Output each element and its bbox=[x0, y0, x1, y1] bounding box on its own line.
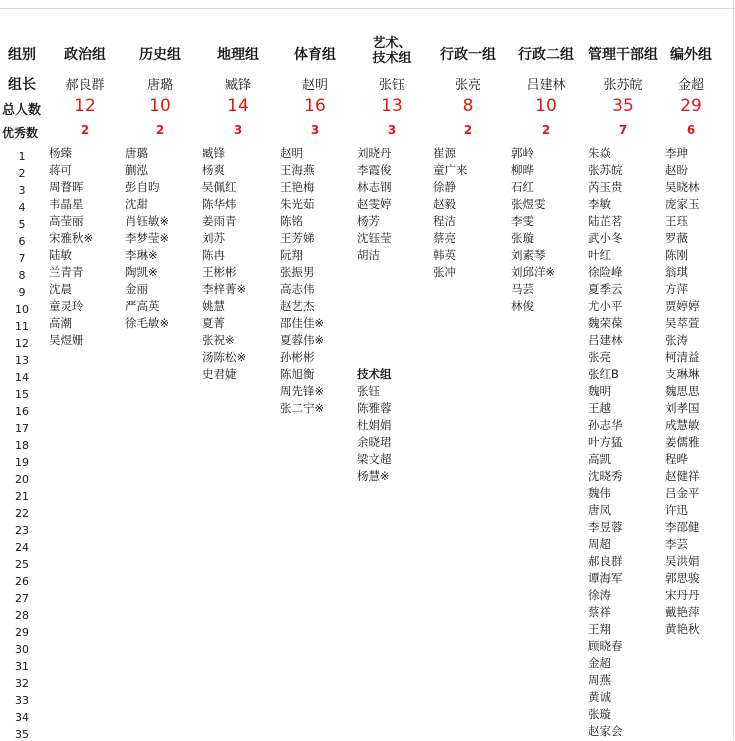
group-leader: 臧锋 bbox=[224, 78, 251, 93]
member-name: 陈旭衡 bbox=[280, 367, 315, 381]
group-total: 35 bbox=[612, 96, 634, 116]
group-leader: 唐璐 bbox=[146, 78, 173, 93]
member-name: 贾婷婷 bbox=[665, 299, 700, 313]
row-number: 26 bbox=[15, 575, 29, 588]
group-name: 体育组 bbox=[294, 47, 336, 63]
row-number: 30 bbox=[15, 643, 29, 656]
member-name: 高志伟 bbox=[280, 282, 315, 296]
row-number: 4 bbox=[18, 201, 26, 214]
member-name: 张苏皖 bbox=[588, 163, 623, 177]
member-name: 戴艳萍 bbox=[665, 605, 700, 619]
member-name: 叶方猛 bbox=[588, 435, 623, 449]
member-name: 程洁 bbox=[433, 214, 456, 228]
group-excellent: 3 bbox=[233, 123, 243, 137]
member-name: 赵雯婷 bbox=[357, 197, 392, 211]
member-name: 张亮 bbox=[588, 350, 611, 364]
row-number: 11 bbox=[15, 320, 29, 333]
group-total: 14 bbox=[227, 96, 249, 116]
group-name: 管理干部组 bbox=[588, 47, 658, 63]
member-name: 姚慧 bbox=[202, 299, 225, 313]
total-label: 总人数 bbox=[2, 103, 42, 118]
group-label: 组别 bbox=[8, 47, 36, 63]
member-name: 黄艳秋 bbox=[665, 622, 700, 636]
member-name: 王海燕 bbox=[280, 163, 315, 177]
member-name: 张璇 bbox=[588, 707, 611, 721]
row-number: 31 bbox=[15, 660, 29, 673]
row-number: 28 bbox=[15, 609, 29, 622]
member-name: 邵佳佳※ bbox=[280, 316, 325, 330]
member-name: 李敏 bbox=[588, 197, 611, 211]
member-name: 刘晓丹 bbox=[357, 146, 392, 160]
member-name: 魏伟 bbox=[588, 486, 611, 500]
member-name: 赵盼 bbox=[665, 163, 688, 177]
member-name: 高凯 bbox=[588, 452, 611, 466]
group-leader: 张亮 bbox=[454, 78, 481, 93]
member-name: 支琳琳 bbox=[665, 367, 700, 381]
member-name: 陆敏 bbox=[49, 248, 72, 262]
member-name: 夏蓉伟※ bbox=[280, 333, 325, 347]
member-name: 王珏 bbox=[665, 214, 688, 228]
row-number: 5 bbox=[18, 218, 26, 231]
member-name: 李梓菁※ bbox=[202, 282, 247, 296]
member-name: 张红B bbox=[588, 367, 619, 381]
member-name: 郭岭 bbox=[511, 146, 534, 160]
member-name: 徐静 bbox=[433, 180, 456, 194]
member-name: 赵家会 bbox=[588, 724, 623, 738]
group-leader: 金超 bbox=[677, 78, 704, 93]
member-name: 马芸 bbox=[511, 282, 534, 296]
member-name: 陈铭 bbox=[280, 214, 303, 228]
member-name: 吴晓林 bbox=[665, 180, 700, 194]
member-name: 魏思思 bbox=[665, 384, 700, 398]
group-leader: 郝良群 bbox=[65, 78, 105, 93]
member-name: 张冲 bbox=[433, 265, 456, 279]
member-name: 王翔 bbox=[588, 622, 611, 636]
member-name: 李霞俊 bbox=[357, 163, 392, 177]
member-name: 柳晔 bbox=[511, 163, 534, 177]
group-name: 政治组 bbox=[64, 47, 106, 63]
member-name: 李雯 bbox=[511, 214, 534, 228]
member-name: 王彬彬 bbox=[202, 265, 237, 279]
row-number: 6 bbox=[18, 235, 26, 248]
row-number: 17 bbox=[15, 422, 29, 435]
member-name: 张璇 bbox=[511, 231, 534, 245]
member-name: 徐涛 bbox=[588, 588, 611, 602]
member-name: 汤陈松※ bbox=[202, 350, 247, 364]
member-name: 赵明 bbox=[280, 146, 303, 160]
member-name: 赵毅 bbox=[433, 197, 456, 211]
member-name: 朱光茹 bbox=[280, 197, 315, 211]
group-total: 29 bbox=[680, 96, 702, 116]
member-name: 杨慧※ bbox=[357, 469, 390, 483]
member-name: 陶凯※ bbox=[125, 265, 158, 279]
member-name: 金超 bbox=[588, 656, 611, 670]
member-name: 李珅 bbox=[665, 146, 688, 160]
member-name: 赵艺杰 bbox=[280, 299, 315, 313]
member-name: 韩英 bbox=[433, 248, 456, 262]
member-name: 李梦莹※ bbox=[125, 231, 170, 245]
member-name: 王艳梅 bbox=[280, 180, 315, 194]
member-name: 尤小平 bbox=[588, 299, 623, 313]
member-name: 高莹丽 bbox=[49, 214, 84, 228]
row-number: 8 bbox=[18, 269, 26, 282]
row-number: 35 bbox=[15, 728, 29, 741]
member-name: 黄诚 bbox=[588, 690, 611, 704]
member-name: 芮玉贵 bbox=[588, 180, 623, 194]
member-name: 赵健祥 bbox=[665, 469, 700, 483]
member-name: 吴萃萱 bbox=[665, 316, 700, 330]
member-name: 夏菁 bbox=[202, 316, 225, 330]
member-name: 崔源 bbox=[433, 146, 456, 160]
member-name: 顾晓春 bbox=[588, 639, 623, 653]
group-leader: 张钰 bbox=[378, 78, 405, 93]
member-name: 严高英 bbox=[125, 299, 160, 313]
member-name: 程晔 bbox=[665, 452, 688, 466]
member-name: 兰青青 bbox=[49, 265, 84, 279]
member-name: 石红 bbox=[511, 180, 534, 194]
member-name: 沈钰莹 bbox=[357, 231, 392, 245]
group-name: 行政一组 bbox=[440, 47, 496, 63]
member-name: 魏荣葆 bbox=[588, 316, 623, 330]
leader-label: 组长 bbox=[8, 77, 36, 93]
group-name: 历史组 bbox=[139, 47, 181, 63]
member-name: 蔡亮 bbox=[433, 231, 456, 245]
member-name: 陈冉 bbox=[202, 248, 225, 262]
row-number: 29 bbox=[15, 626, 29, 639]
member-name: 庞家玉 bbox=[665, 197, 700, 211]
member-name: 杜娟娟 bbox=[357, 418, 392, 432]
group-excellent: 3 bbox=[310, 123, 320, 137]
member-name: 郝良群 bbox=[588, 554, 623, 568]
group-excellent: 2 bbox=[155, 123, 165, 137]
member-name: 肖钰敏※ bbox=[125, 214, 170, 228]
group-total: 12 bbox=[74, 96, 96, 116]
member-name: 蔡祥 bbox=[588, 605, 611, 619]
member-name: 吕金平 bbox=[665, 486, 700, 500]
member-name: 宋丹丹 bbox=[665, 588, 700, 602]
member-name: 谭海军 bbox=[588, 571, 623, 585]
group-leader: 赵明 bbox=[301, 78, 328, 93]
member-name: 童灵玲 bbox=[49, 299, 84, 313]
member-name: 张祝※ bbox=[202, 333, 235, 347]
member-name: 张煜雯 bbox=[511, 197, 546, 211]
group-excellent: 2 bbox=[463, 123, 473, 137]
member-name: 童广来 bbox=[433, 163, 468, 177]
member-name: 吕建林 bbox=[588, 333, 623, 347]
member-name: 武小冬 bbox=[588, 231, 623, 245]
member-name: 杨爽 bbox=[202, 163, 225, 177]
member-name: 刘苏 bbox=[202, 231, 225, 245]
group-excellent: 6 bbox=[686, 123, 696, 137]
subgroup-title: 技术组 bbox=[357, 367, 392, 381]
group-total: 16 bbox=[304, 96, 326, 116]
member-name: 彭自昀 bbox=[125, 180, 160, 194]
member-name: 陈华炜 bbox=[202, 197, 237, 211]
group-total: 10 bbox=[535, 96, 557, 116]
member-name: 李昱蓉 bbox=[588, 520, 623, 534]
member-name: 成慧敏 bbox=[665, 418, 700, 432]
row-number: 23 bbox=[15, 524, 29, 537]
member-name: 许迅 bbox=[665, 503, 688, 517]
top-gridline bbox=[0, 8, 735, 9]
member-name: 蒯泓 bbox=[125, 163, 148, 177]
member-name: 宋雅秋※ bbox=[49, 231, 94, 245]
member-name: 沈甜 bbox=[125, 197, 148, 211]
group-total: 8 bbox=[462, 96, 474, 116]
row-number: 19 bbox=[15, 456, 29, 469]
member-name: 李琳※ bbox=[125, 248, 158, 262]
member-name: 姜儒雅 bbox=[665, 435, 700, 449]
member-name: 吴佩红 bbox=[202, 180, 237, 194]
member-name: 张钰 bbox=[357, 384, 380, 398]
row-number: 18 bbox=[15, 439, 29, 452]
member-name: 史君婕 bbox=[202, 367, 237, 381]
member-name: 徐险峰 bbox=[588, 265, 623, 279]
member-name: 林俊 bbox=[511, 299, 534, 313]
member-name: 夏季云 bbox=[588, 282, 623, 296]
group-leader: 吕建林 bbox=[526, 78, 566, 93]
member-name: 孙彬彬 bbox=[280, 350, 315, 364]
row-number: 34 bbox=[15, 711, 29, 724]
member-name: 魏明 bbox=[588, 384, 611, 398]
member-name: 叶红 bbox=[588, 248, 611, 262]
member-name: 翁琪 bbox=[665, 265, 688, 279]
row-number: 13 bbox=[15, 354, 29, 367]
row-number: 20 bbox=[15, 473, 29, 486]
group-total: 13 bbox=[381, 96, 403, 116]
member-name: 韦晶星 bbox=[49, 197, 84, 211]
member-name: 陈刚 bbox=[665, 248, 688, 262]
member-name: 姜雨青 bbox=[202, 214, 237, 228]
row-number: 16 bbox=[15, 405, 29, 418]
group-leader: 张苏皖 bbox=[603, 78, 643, 93]
member-name: 梁文超 bbox=[357, 452, 392, 466]
member-name: 唐凤 bbox=[588, 503, 611, 517]
member-name: 吴煜姗 bbox=[49, 333, 84, 347]
member-name: 臧锋 bbox=[202, 146, 225, 160]
member-name: 张涛 bbox=[665, 333, 688, 347]
member-name: 金丽 bbox=[125, 282, 148, 296]
row-number: 3 bbox=[18, 184, 26, 197]
member-name: 王越 bbox=[588, 401, 611, 415]
group-name: 编外组 bbox=[670, 47, 712, 63]
member-name: 王芳娣 bbox=[280, 231, 315, 245]
member-name: 张二宁※ bbox=[280, 401, 325, 415]
member-name: 刘孝国 bbox=[665, 401, 700, 415]
member-name: 杨臻 bbox=[49, 146, 72, 160]
member-name: 余晓珺 bbox=[357, 435, 392, 449]
member-name: 柯清益 bbox=[665, 350, 700, 364]
member-name: 胡洁 bbox=[357, 248, 380, 262]
member-name: 高潮 bbox=[49, 316, 72, 330]
group-name: 艺术、技术组 bbox=[372, 36, 412, 66]
group-name: 行政二组 bbox=[518, 47, 574, 63]
member-name: 张振男 bbox=[280, 265, 315, 279]
member-name: 罗薇 bbox=[665, 231, 688, 245]
row-number: 25 bbox=[15, 558, 29, 571]
member-name: 徐毛敏※ bbox=[125, 316, 170, 330]
row-number: 12 bbox=[15, 337, 29, 350]
row-number: 22 bbox=[15, 507, 29, 520]
row-number: 1 bbox=[18, 150, 26, 163]
row-number: 33 bbox=[15, 694, 29, 707]
member-name: 阮翔 bbox=[280, 248, 303, 262]
member-name: 周瞀晖 bbox=[49, 180, 84, 194]
member-name: 孙志华 bbox=[588, 418, 623, 432]
group-total: 10 bbox=[149, 96, 171, 116]
member-name: 陈雅蓉 bbox=[357, 401, 392, 415]
member-name: 刘邱洋※ bbox=[511, 265, 556, 279]
row-number: 32 bbox=[15, 677, 29, 690]
row-number: 14 bbox=[15, 371, 29, 384]
member-name: 李邵健 bbox=[665, 520, 700, 534]
member-name: 吴洪娟 bbox=[665, 554, 700, 568]
member-name: 杨芳 bbox=[357, 214, 380, 228]
group-excellent: 3 bbox=[387, 123, 397, 137]
row-number: 9 bbox=[18, 286, 26, 299]
group-excellent: 2 bbox=[80, 123, 90, 137]
member-name: 周先锋※ bbox=[280, 384, 325, 398]
row-number: 2 bbox=[18, 167, 26, 180]
excellent-label: 优秀数 bbox=[2, 126, 39, 140]
row-number: 15 bbox=[15, 388, 29, 401]
group-excellent: 2 bbox=[541, 123, 551, 137]
member-name: 郭思骏 bbox=[665, 571, 700, 585]
row-number: 24 bbox=[15, 541, 29, 554]
member-name: 周超 bbox=[588, 537, 611, 551]
member-name: 朱焱 bbox=[588, 146, 611, 160]
member-name: 周燕 bbox=[588, 673, 611, 687]
row-number: 27 bbox=[15, 592, 29, 605]
member-name: 刘素琴 bbox=[511, 248, 546, 262]
member-name: 唐璐 bbox=[125, 146, 148, 160]
row-number: 7 bbox=[18, 252, 26, 265]
member-name: 蒋可 bbox=[49, 163, 72, 177]
row-number: 21 bbox=[15, 490, 29, 503]
group-name: 地理组 bbox=[217, 47, 259, 63]
member-name: 李芸 bbox=[665, 537, 688, 551]
group-excellent: 7 bbox=[618, 123, 628, 137]
member-name: 沈晓秀 bbox=[588, 469, 623, 483]
row-number: 10 bbox=[15, 303, 29, 316]
member-name: 方萍 bbox=[665, 282, 688, 296]
member-name: 沈晨 bbox=[49, 282, 72, 296]
member-name: 陆芷茗 bbox=[588, 214, 623, 228]
member-name: 林志钢 bbox=[357, 180, 392, 194]
